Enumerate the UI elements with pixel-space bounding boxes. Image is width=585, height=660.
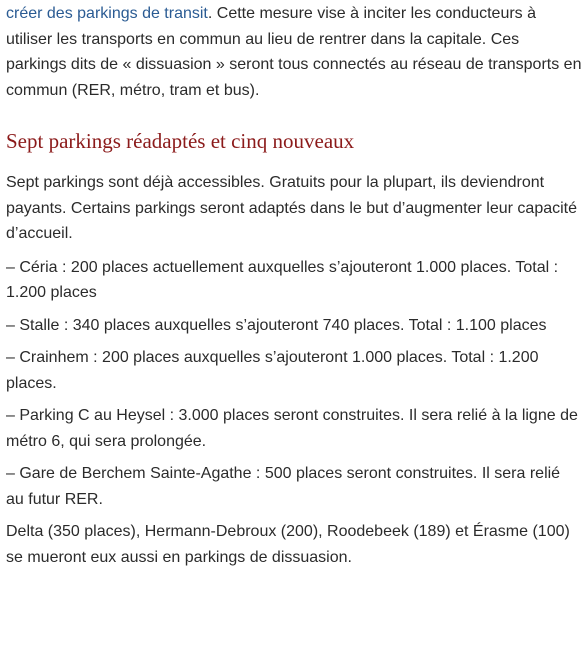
parking-item-heysel: – Parking C au Heysel : 3.000 places seront construites. Il sera relié à la ligne de métro 6, qui sera prolongée. — [6, 407, 578, 450]
parkings-transit-link[interactable]: créer des parkings de transit — [6, 5, 208, 22]
parking-item-berchem: – Gare de Berchem Sainte-Agathe : 500 places seront construites. Il sera relié au futur RER. — [6, 465, 561, 508]
intro-text: . Cette mesure vise à inciter les conducteurs à utiliser les transports en commun au lieu de rentrer dans la capitale. Ces parkings dits de « dissuasion » seront tous connectés au réseau de transports en commun (RER, métro, tram et bus). — [6, 5, 582, 99]
parking-item-stalle: – Stalle : 340 places auxquelles s’ajouteront 740 places. Total : 1.100 places — [6, 316, 547, 334]
intro-paragraph — [6, 1, 582, 103]
article-body — [6, 0, 582, 577]
section-heading: Sept parkings réadaptés et cinq nouveaux — [6, 129, 355, 153]
closing-paragraph: Delta (350 places), Hermann-Debroux (200), Roodebeek (189) et Érasme (100) se mueront eux aussi en parkings de dissuasion. — [6, 523, 570, 566]
parking-item-crainhem: – Crainhem : 200 places auxquelles s’ajouteront 1.000 places. Total : 1.200 places. — [6, 349, 539, 392]
parking-item-ceria: – Céria : 200 places actuellement auxquelles s’ajouteront 1.000 places. Total : 1.200 places — [6, 258, 559, 301]
section-lead-paragraph: Sept parkings sont déjà accessibles. Gratuits pour la plupart, ils deviendront payants. Certains parkings seront adaptés dans le but d’augmenter leur capacité d’accueil. — [6, 174, 578, 242]
